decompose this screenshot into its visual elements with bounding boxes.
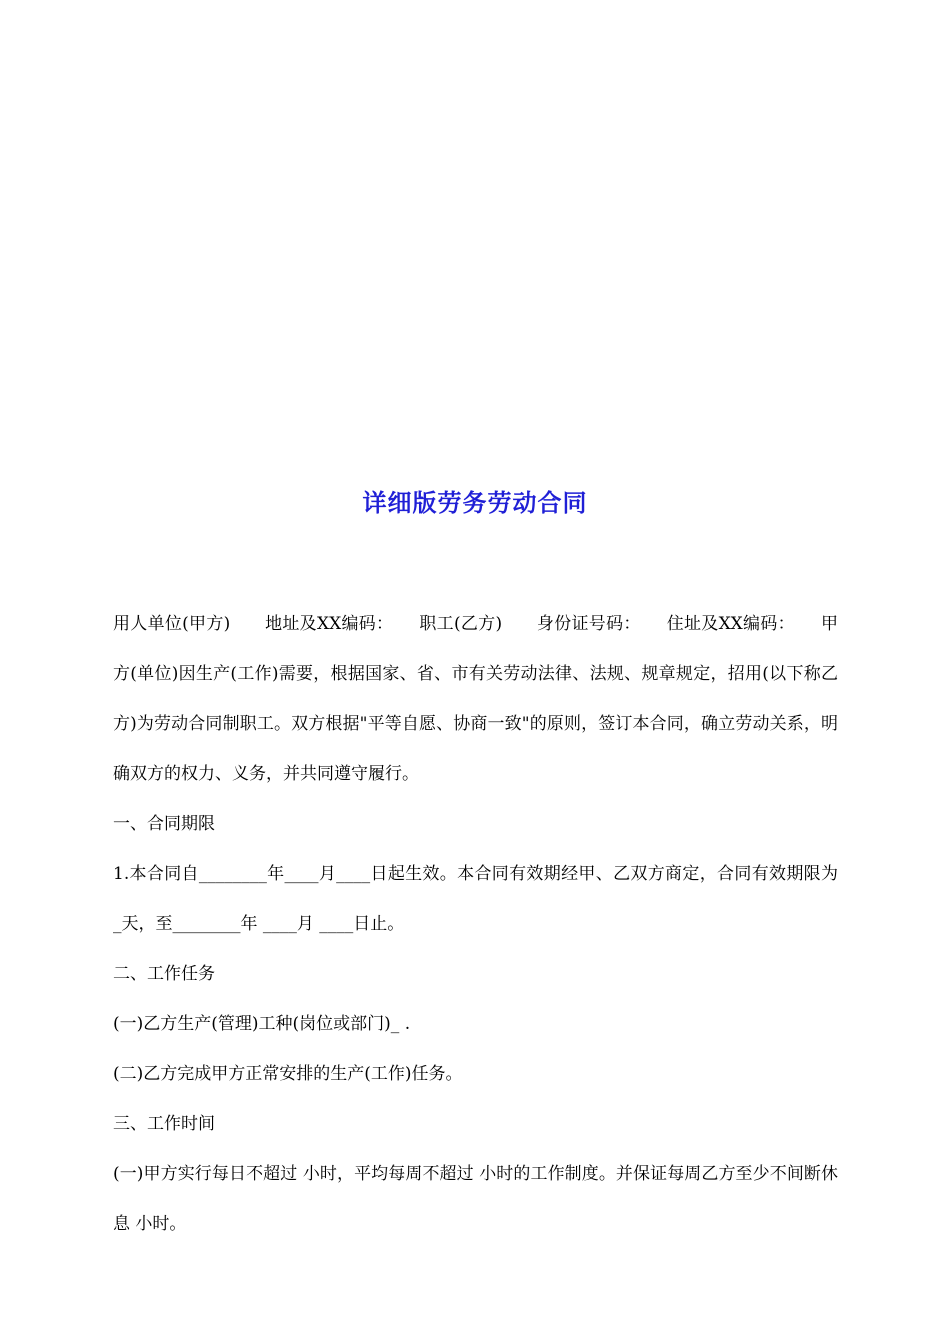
- paragraph-hours-clause: (一)甲方实行每日不超过 小时，平均每周不超过 小时的工作制度。并保证每周乙方至少不间断休息 小时。: [113, 1164, 838, 1234]
- paragraph-task-clause-2: (二)乙方完成甲方正常安排的生产(工作)任务。: [113, 1064, 463, 1084]
- paragraph-task-clause-1: (一)乙方生产(管理)工种(岗位或部门)_ .: [113, 1014, 411, 1034]
- paragraph-term-clause: 1.本合同自________年____月____日起生效。本合同有效期经甲、乙双方商定，合同有效期限为 _天，至________年 ____月 ____日止。: [113, 864, 838, 934]
- section-heading-contract-term: 一、合同期限: [113, 814, 215, 834]
- paragraph-preamble: 用人单位(甲方) 地址及XX编码： 职工(乙方) 身份证号码： 住址及XX编码： 甲方(单位)因生产(工作)需要，根据国家、省、市有关劳动法律、法规、规章规定，招用(以下称乙方)为劳动合同制职工。双方根据"平等自愿、协商一致"的原则，签订本合同，确立劳动关系，明确双方的权力、义务，并共同遵守履行。: [113, 614, 838, 784]
- document-title: 详细版劳务劳动合同: [362, 488, 588, 517]
- section-heading-work-tasks: 二、工作任务: [113, 964, 215, 984]
- section-heading-working-hours: 三、工作时间: [113, 1114, 215, 1134]
- document-body: [113, 599, 838, 1249]
